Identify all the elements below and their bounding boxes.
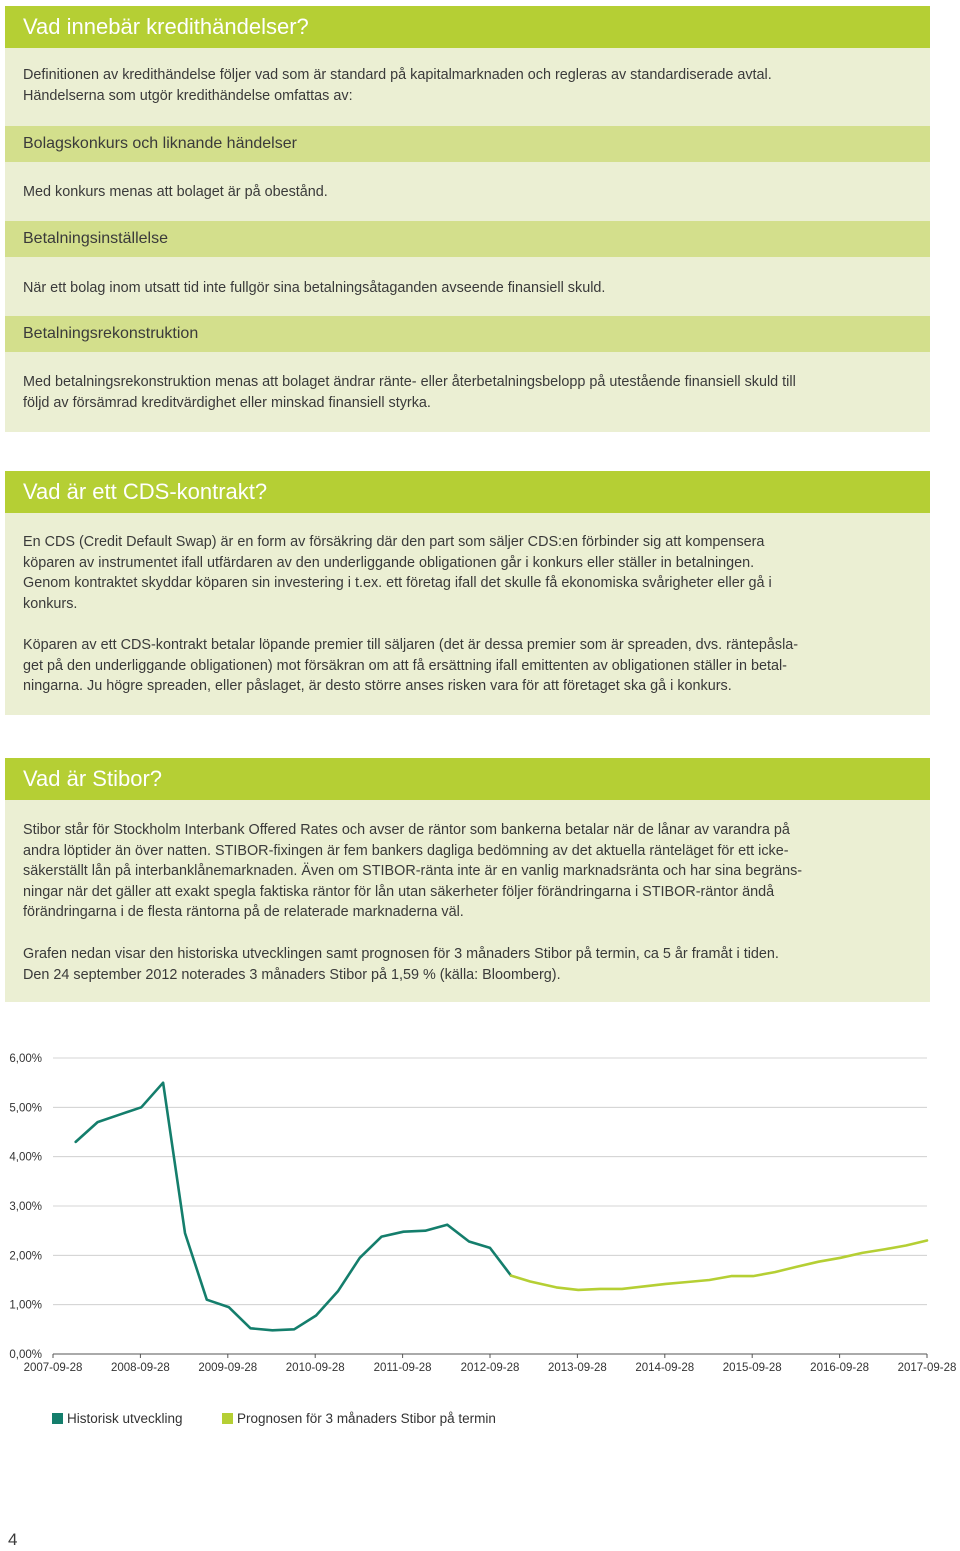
text-line: andra löptider än över natten. STIBOR-fixingen är fem bankers dagliga bedömning av det aktuella ränteläget för ett icke- xyxy=(23,842,789,859)
x-tick-label: 2008-09-28 xyxy=(110,1362,170,1374)
series-line-historisk xyxy=(76,1083,511,1331)
page-number: 4 xyxy=(8,1530,18,1549)
intro-line-2: Händelserna som utgör kredithändelse omfattas av: xyxy=(23,87,353,104)
y-tick-label: 1,00% xyxy=(9,1299,42,1312)
text-line: ningar när det gäller att exakt spegla faktiska räntor för lån utan säkerheter följer förändringarna i STIBOR-räntor ändå xyxy=(23,883,775,900)
x-tick-label: 2014-09-28 xyxy=(635,1362,695,1374)
intro-line-1: Definitionen av kredithändelse följer vad som är standard på kapitalmarknaden och regleras av standardiserade avtal. xyxy=(23,67,772,83)
y-tick-label: 6,00% xyxy=(9,1053,42,1065)
x-tick-label: 2007-09-28 xyxy=(23,1362,83,1374)
cds-paragraph-1 xyxy=(5,532,790,614)
text-line: säkerställt lån på interbanklånemarknaden. Även om STIBOR-ränta inte är en vanlig marknadsränta och har sina begräns- xyxy=(23,863,803,879)
section-stibor xyxy=(5,758,930,1002)
series-line-prognos xyxy=(511,1241,927,1290)
text-line: En CDS (Credit Default Swap) är en form av försäkring där den part som säljer CDS:en förbinder sig att kompensera xyxy=(23,534,765,550)
intro-text xyxy=(5,65,930,106)
x-tick-label: 2011-09-28 xyxy=(373,1362,432,1374)
section-title: Vad är Stibor? xyxy=(5,758,930,800)
text-line: köparen av instrumentet ifall utfärdaren av den underliggande obligationen går i konkurs eller ställer in betalningen. xyxy=(23,554,755,571)
text-line: Grafen nedan visar den historiska utvecklingen samt prognosen för 3 månaders Stibor på termin, ca 5 år framåt i tiden. xyxy=(23,946,779,962)
x-tick-label: 2013-09-28 xyxy=(547,1362,607,1374)
text-line: get på den underliggande obligationen) mot försäkran om att få ersättning ifall emittenten av obligationen ställer in betal- xyxy=(23,657,787,674)
text-bolagskonkurs: Med konkurs menas att bolaget är på obestånd. xyxy=(23,184,328,200)
subheading-betalningsrekonstruktion: Betalningsrekonstruktion xyxy=(5,316,930,352)
legend-swatch-historisk xyxy=(52,1413,63,1424)
y-tick-label: 5,00% xyxy=(9,1102,42,1115)
section-kredithandelser xyxy=(5,6,930,432)
y-tick-label: 4,00% xyxy=(9,1151,42,1164)
text-line-2: följd av försämrad kreditvärdighet eller minskad finansiell styrka. xyxy=(23,394,431,411)
stibor-chart xyxy=(0,1040,960,1385)
text-line-1: Med betalningsrekonstruktion menas att bolaget ändrar ränte- eller återbetalningsbelopp på utestående finansiell skuld till xyxy=(23,374,796,390)
legend-label-historisk: Historisk utveckling xyxy=(67,1411,183,1426)
y-tick-label: 3,00% xyxy=(9,1201,42,1213)
text-line: Genom kontraktet skyddar köparen sin investering i t.ex. ett företag ifall det skulle få ekonomiska svårigheter eller gå i xyxy=(23,575,772,591)
cds-paragraph-2 xyxy=(5,635,816,697)
section-cds xyxy=(5,471,930,715)
legend-prognos xyxy=(222,1411,496,1426)
text-line: Den 24 september 2012 noterades 3 månaders Stibor på 1,59 % (källa: Bloomberg). xyxy=(23,966,561,983)
legend-historisk xyxy=(52,1411,183,1426)
text-line: ningarna. Ju högre spreaden, eller påslaget, är desto större anses risken vara för att företaget ska gå i konkurs. xyxy=(23,678,732,694)
x-tick-label: 2012-09-28 xyxy=(460,1362,520,1374)
section-title: Vad är ett CDS-kontrakt? xyxy=(5,471,930,513)
text-line: Stibor står för Stockholm Interbank Offered Rates och avser de räntor som bankerna betalar när de lånar av varandra på xyxy=(23,822,790,838)
text-betalningsrekonstruktion xyxy=(5,372,814,413)
y-tick-label: 2,00% xyxy=(9,1250,42,1263)
text-line: Köparen av ett CDS-kontrakt betalar löpande premier till säljaren (det är dessa premier som är spreaden, dvs. räntepåsla- xyxy=(23,637,799,653)
text-betalningsinstallelse: När ett bolag inom utsatt tid inte fullgör sina betalningsåtaganden avseende finansiell skuld. xyxy=(23,280,606,296)
stibor-paragraph-2 xyxy=(5,944,797,985)
section-body xyxy=(5,800,930,1002)
x-tick-label: 2017-09-28 xyxy=(897,1362,957,1374)
section-title: Vad innebär kredithändelser? xyxy=(5,6,930,48)
x-tick-label: 2015-09-28 xyxy=(722,1362,782,1374)
stibor-paragraph-1 xyxy=(5,820,820,923)
subheading-betalningsinstallelse: Betalningsinställelse xyxy=(5,221,930,257)
legend-label-prognos: Prognosen för 3 månaders Stibor på termin xyxy=(237,1411,496,1426)
section-body xyxy=(5,513,930,715)
legend-swatch-prognos xyxy=(222,1413,233,1424)
text-line: konkurs. xyxy=(23,595,78,612)
x-tick-label: 2009-09-28 xyxy=(198,1362,258,1374)
x-tick-label: 2016-09-28 xyxy=(810,1362,870,1374)
y-tick-label: 0,00% xyxy=(9,1349,42,1361)
text-line: förändringarna i de flesta räntorna på de relaterade marknaderna väl. xyxy=(23,904,464,920)
subheading-bolagskonkurs: Bolagskonkurs och liknande händelser xyxy=(5,126,930,162)
section-body xyxy=(5,48,930,432)
x-tick-label: 2010-09-28 xyxy=(285,1362,345,1374)
